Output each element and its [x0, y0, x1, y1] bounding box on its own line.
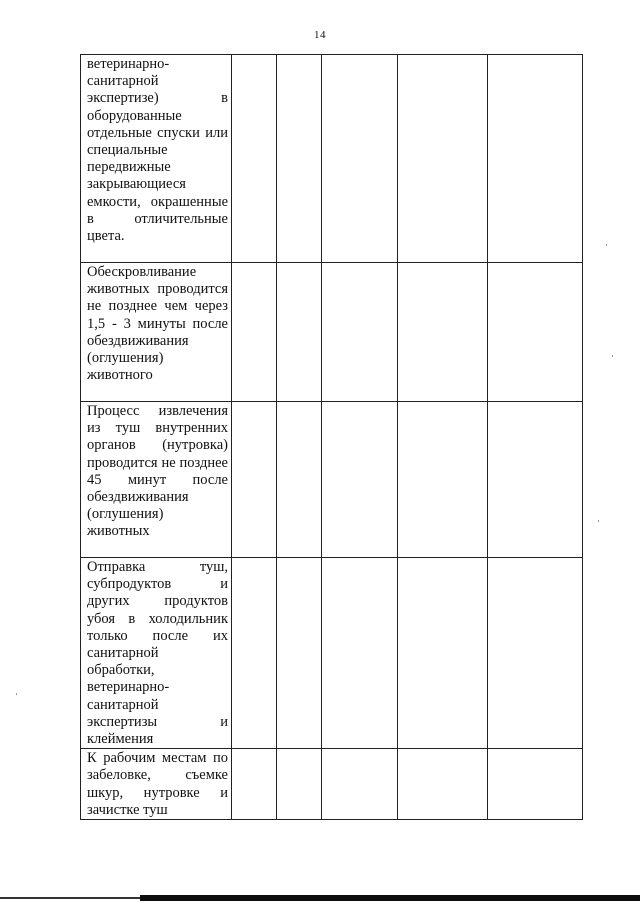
empty-cell: [488, 263, 583, 402]
scan-speck: [598, 520, 599, 522]
empty-cell: [488, 402, 583, 558]
page-number: 14: [314, 29, 326, 41]
empty-cell: [277, 558, 322, 749]
empty-cell: [277, 263, 322, 402]
table-row: [81, 749, 583, 820]
empty-cell: [322, 558, 398, 749]
empty-cell: [277, 55, 322, 263]
empty-cell: [488, 749, 583, 820]
empty-cell: [398, 402, 488, 558]
empty-cell: [398, 263, 488, 402]
scan-speck: [606, 244, 607, 246]
empty-cell: [488, 558, 583, 749]
empty-cell: [398, 558, 488, 749]
empty-cell: [398, 749, 488, 820]
empty-cell: [232, 55, 277, 263]
table-row: [81, 55, 583, 263]
empty-cell: [232, 749, 277, 820]
scan-speck: [612, 355, 613, 357]
empty-cell: [232, 558, 277, 749]
requirements-table: [80, 54, 583, 820]
empty-cell: [322, 749, 398, 820]
requirement-cell: ветеринарно-санитарной экспертизе) в оборудованные отдельные спуски или специальные передвижные закрывающиеся емкости, окрашенные в отличительные цвета.: [81, 55, 232, 263]
empty-cell: [232, 263, 277, 402]
requirement-cell: Обескровливание животных проводится не позднее чем через 1,5 - 3 минуты после обездвиживания (оглушения) животного: [81, 263, 232, 402]
table-row: [81, 558, 583, 749]
scan-edge-line: [0, 897, 140, 899]
scan-speck: [16, 693, 17, 695]
empty-cell: [322, 55, 398, 263]
table-row: [81, 402, 583, 558]
empty-cell: [322, 402, 398, 558]
requirement-cell: Отправка туш, субпродуктов и других продуктов убоя в холодильник только после их санитарной обработки, ветеринарно-санитарной экспертизы и клеймения: [81, 558, 232, 749]
empty-cell: [488, 55, 583, 263]
requirement-cell: Процесс извлечения из туш внутренних органов (нутровка) проводится не позднее 45 минут после обездвиживания (оглушения) животных: [81, 402, 232, 558]
empty-cell: [277, 402, 322, 558]
requirement-cell: К рабочим местам по забеловке, съемке шкур, нутровке и зачистке туш: [81, 749, 232, 820]
empty-cell: [232, 402, 277, 558]
empty-cell: [277, 749, 322, 820]
empty-cell: [398, 55, 488, 263]
table-row: [81, 263, 583, 402]
scan-edge-bar: [140, 895, 640, 901]
empty-cell: [322, 263, 398, 402]
